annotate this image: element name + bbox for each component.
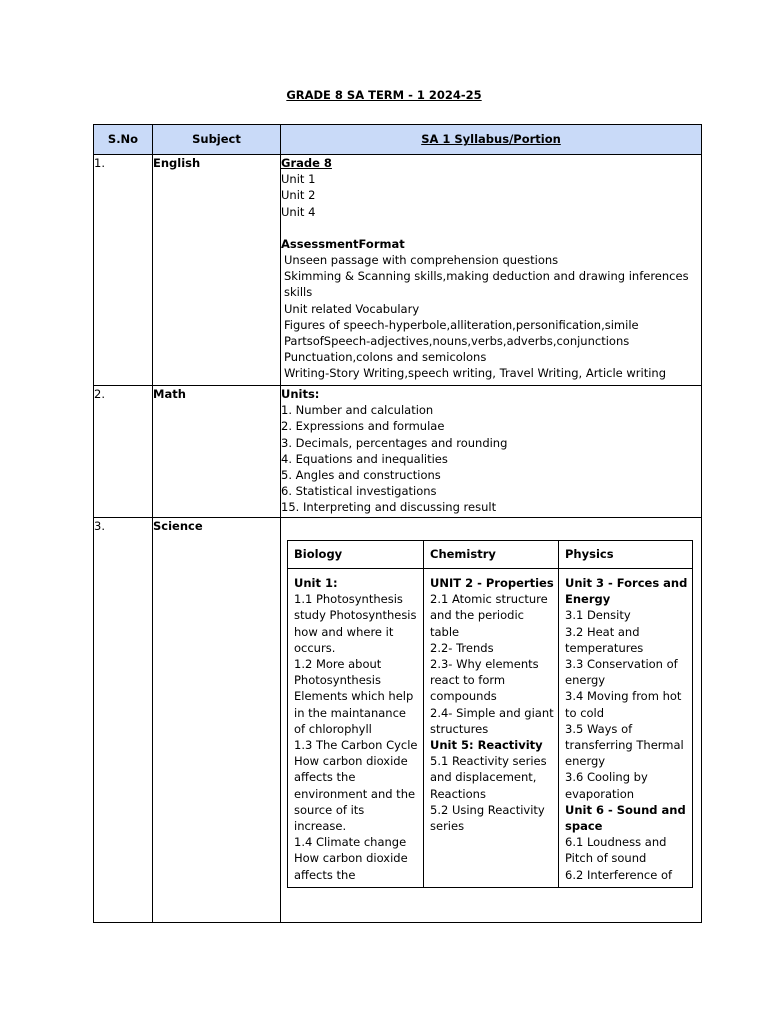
assessment-item: Writing-Story Writing,speech writing, Travel Writing, Article writing (284, 366, 667, 381)
chemistry-topic: 5.2 Using Reactivity series (430, 802, 545, 834)
physics-topic: 3.3 Conservation of energy (565, 657, 678, 688)
biology-unit-heading: Unit 1: (294, 576, 338, 590)
biology-header: Biology (288, 541, 424, 569)
english-row (94, 155, 702, 386)
header-portion: SA 1 Syllabus/Portion (281, 125, 702, 155)
math-unit: 15. Interpreting and discussing result (281, 500, 497, 515)
assessment-heading: AssessmentFormat (281, 236, 405, 251)
physics-topic: 3.4 Moving from hot to cold (565, 689, 682, 720)
science-body-row (288, 569, 693, 888)
science-row (94, 518, 702, 923)
math-unit: 6. Statistical investigations (281, 484, 437, 499)
physics-cell (559, 569, 693, 888)
chemistry-unit-heading: UNIT 2 - Properties (430, 576, 554, 590)
header-row (94, 125, 702, 155)
physics-topic: 3.6 Cooling by evaporation (565, 770, 648, 801)
math-row (94, 386, 702, 518)
english-subject: English (153, 155, 281, 386)
english-grade: Grade 8 (281, 156, 332, 170)
english-unit: Unit 1 (281, 172, 316, 187)
math-unit: 1. Number and calculation (281, 403, 434, 418)
math-subject: Math (153, 386, 281, 518)
math-sno: 2. (94, 386, 153, 518)
math-unit: 3. Decimals, percentages and rounding (281, 435, 508, 450)
english-sno: 1. (94, 155, 153, 386)
chemistry-topic: 2.2- Trends (430, 640, 494, 655)
physics-unit-heading: Unit 3 - Forces and Energy (565, 576, 688, 607)
physics-header: Physics (559, 541, 693, 569)
english-unit: Unit 4 (281, 204, 316, 219)
header-subject: Subject (153, 125, 281, 155)
assessment-item: Figures of speech-hyperbole,alliteration,personification,simile (284, 317, 639, 332)
science-inner-table (287, 540, 693, 888)
english-portion (281, 155, 702, 386)
assessment-item: PartsofSpeech-adjectives,nouns,verbs,adverbs,conjunctions (284, 334, 630, 349)
physics-unit-heading: Unit 6 - Sound and space (565, 802, 686, 834)
math-units-heading: Units: (281, 387, 320, 401)
chemistry-topic: 5.1 Reactivity series and displacement, Reactions (430, 754, 547, 801)
biology-topic: 1.1 Photosynthesis study Photosynthesis how and where it occurs. (294, 592, 417, 655)
assessment-item: Skimming & Scanning skills,making deduction and drawing inferences skills (284, 269, 689, 300)
chemistry-topic: 2.4- Simple and giant structures (430, 705, 554, 736)
chemistry-header: Chemistry (424, 541, 559, 569)
document-title: GRADE 8 SA TERM - 1 2024-25 (286, 88, 482, 102)
science-portion (281, 518, 702, 923)
biology-topic: 1.4 Climate change How carbon dioxide affects the (294, 835, 408, 882)
syllabus-table (93, 124, 702, 923)
assessment-item: Unseen passage with comprehension questions (284, 253, 559, 268)
physics-topic: 6.1 Loudness and Pitch of sound (565, 835, 667, 866)
biology-topic: 1.3 The Carbon Cycle How carbon dioxide affects the environment and the source of its increase. (294, 738, 418, 834)
physics-topic: 3.5 Ways of transferring Thermal energy (565, 721, 684, 769)
chemistry-topic: 2.3- Why elements react to form compounds (430, 657, 539, 704)
math-unit: 4. Equations and inequalities (281, 451, 448, 466)
assessment-item: Punctuation,colons and semicolons (284, 350, 487, 365)
math-unit: 5. Angles and constructions (281, 468, 441, 483)
header-sno: S.No (94, 125, 153, 155)
science-header-row (288, 541, 693, 569)
math-unit: 2. Expressions and formulae (281, 419, 445, 434)
biology-cell (288, 569, 424, 888)
physics-topic: 3.2 Heat and temperatures (565, 624, 644, 655)
chemistry-topic: 2.1 Atomic structure and the periodic table (430, 592, 548, 639)
physics-topic: 6.2 Interference of (565, 867, 673, 882)
assessment-item: Unit related Vocabulary (284, 301, 420, 316)
physics-topic: 3.1 Density (565, 608, 631, 623)
science-sno: 3. (94, 518, 153, 923)
math-portion (281, 386, 702, 518)
chemistry-cell (424, 569, 559, 888)
chemistry-unit-heading: Unit 5: Reactivity (430, 738, 543, 753)
biology-topic: 1.2 More about Photosynthesis Elements which help in the maintanance of chlorophyll (294, 657, 414, 736)
english-unit: Unit 2 (281, 188, 316, 203)
science-subject: Science (153, 518, 281, 923)
